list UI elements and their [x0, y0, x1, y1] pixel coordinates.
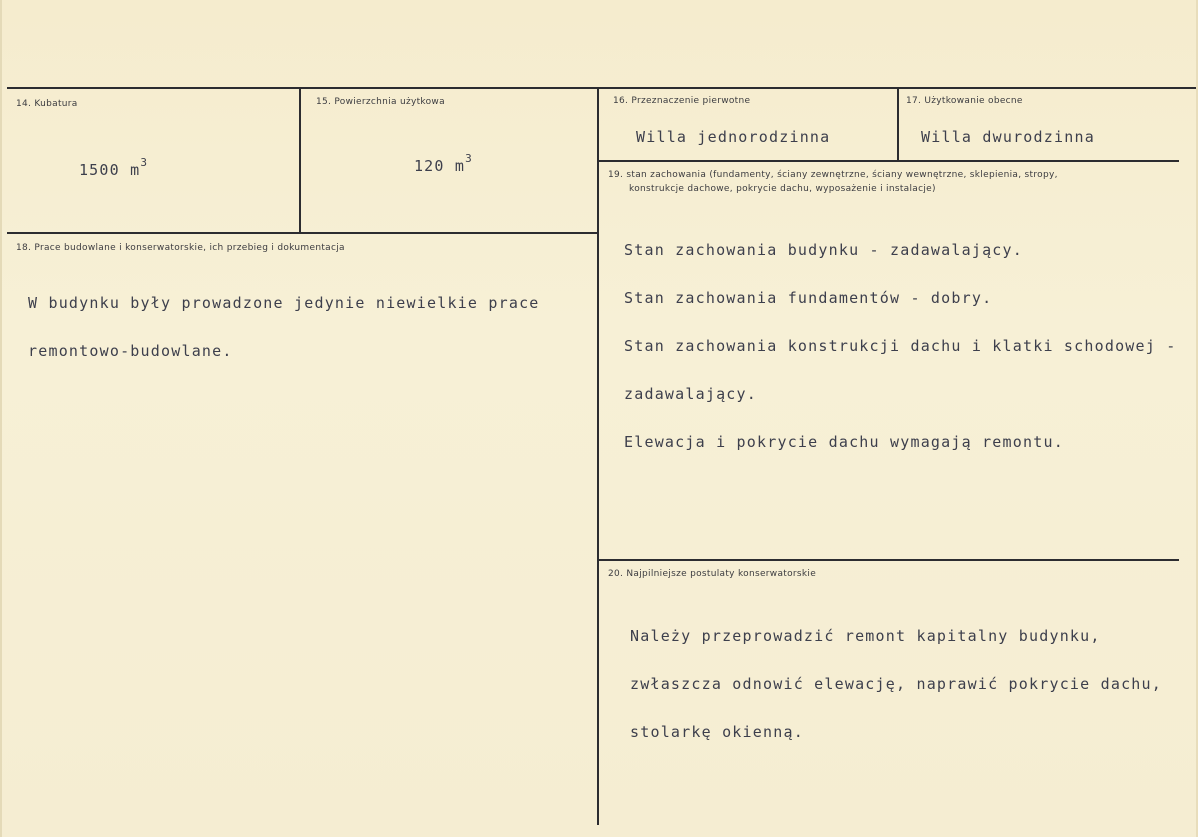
field-19-label-line2: konstrukcje dachowe, pokrycie dachu, wyposażenie i instalacje) [629, 184, 936, 194]
rule-under-16-17 [599, 160, 1179, 162]
field-20-line: stolarkę okienną. [630, 723, 804, 741]
divider-14-15 [299, 89, 301, 234]
field-17-value: Willa dwurodzinna [921, 128, 1095, 146]
rule-under-14-15 [7, 232, 599, 234]
field-15-exponent: 3 [465, 152, 473, 165]
field-14-exponent: 3 [140, 156, 149, 169]
field-19-line: Stan zachowania budynku - zadawalający. [624, 241, 1023, 259]
field-19-line: zadawalający. [624, 385, 757, 403]
field-14-label: 14. Kubatura [16, 99, 78, 109]
field-19-text [624, 210, 1176, 482]
field-17-label: 17. Użytkowanie obecne [906, 96, 1023, 106]
field-15-number: 120 m [413, 157, 466, 175]
top-rule [7, 87, 1196, 89]
field-16-label: 16. Przeznaczenie pierwotne [613, 96, 751, 106]
field-20-line: zwłaszcza odnowić elewację, naprawić pokrycie dachu, [630, 675, 1162, 693]
field-19-line: Stan zachowania fundamentów - dobry. [624, 289, 993, 307]
field-19-line: Stan zachowania konstrukcji dachu i klatki schodowej - [624, 337, 1177, 355]
field-16-value: Willa jednorodzinna [636, 128, 831, 146]
field-15-value [373, 139, 473, 193]
field-20-text [630, 596, 1162, 772]
rule-above-20 [599, 559, 1179, 561]
field-18-text [28, 263, 540, 391]
field-18-line: remontowo-budowlane. [28, 342, 233, 360]
field-14-number: 1500 m [78, 161, 141, 179]
divider-16-17 [897, 89, 899, 161]
field-20-label: 20. Najpilniejsze postulaty konserwatorskie [608, 569, 817, 579]
field-18-line: W budynku były prowadzone jedynie niewielkie prace [28, 294, 540, 312]
field-20-line: Należy przeprowadzić remont kapitalny budynku, [630, 627, 1101, 645]
field-15-label: 15. Powierzchnia użytkowa [316, 97, 445, 107]
field-18-label: 18. Prace budowlane i konserwatorskie, ich przebieg i dokumentacja [16, 243, 345, 253]
field-14-value [38, 143, 148, 197]
field-19-line: Elewacja i pokrycie dachu wymagają remontu. [624, 433, 1064, 451]
center-divider [597, 89, 599, 825]
field-19-label-line1: 19. stan zachowania (fundamenty, ściany zewnętrzne, ściany wewnętrzne, sklepienia, stropy, [608, 170, 1058, 180]
